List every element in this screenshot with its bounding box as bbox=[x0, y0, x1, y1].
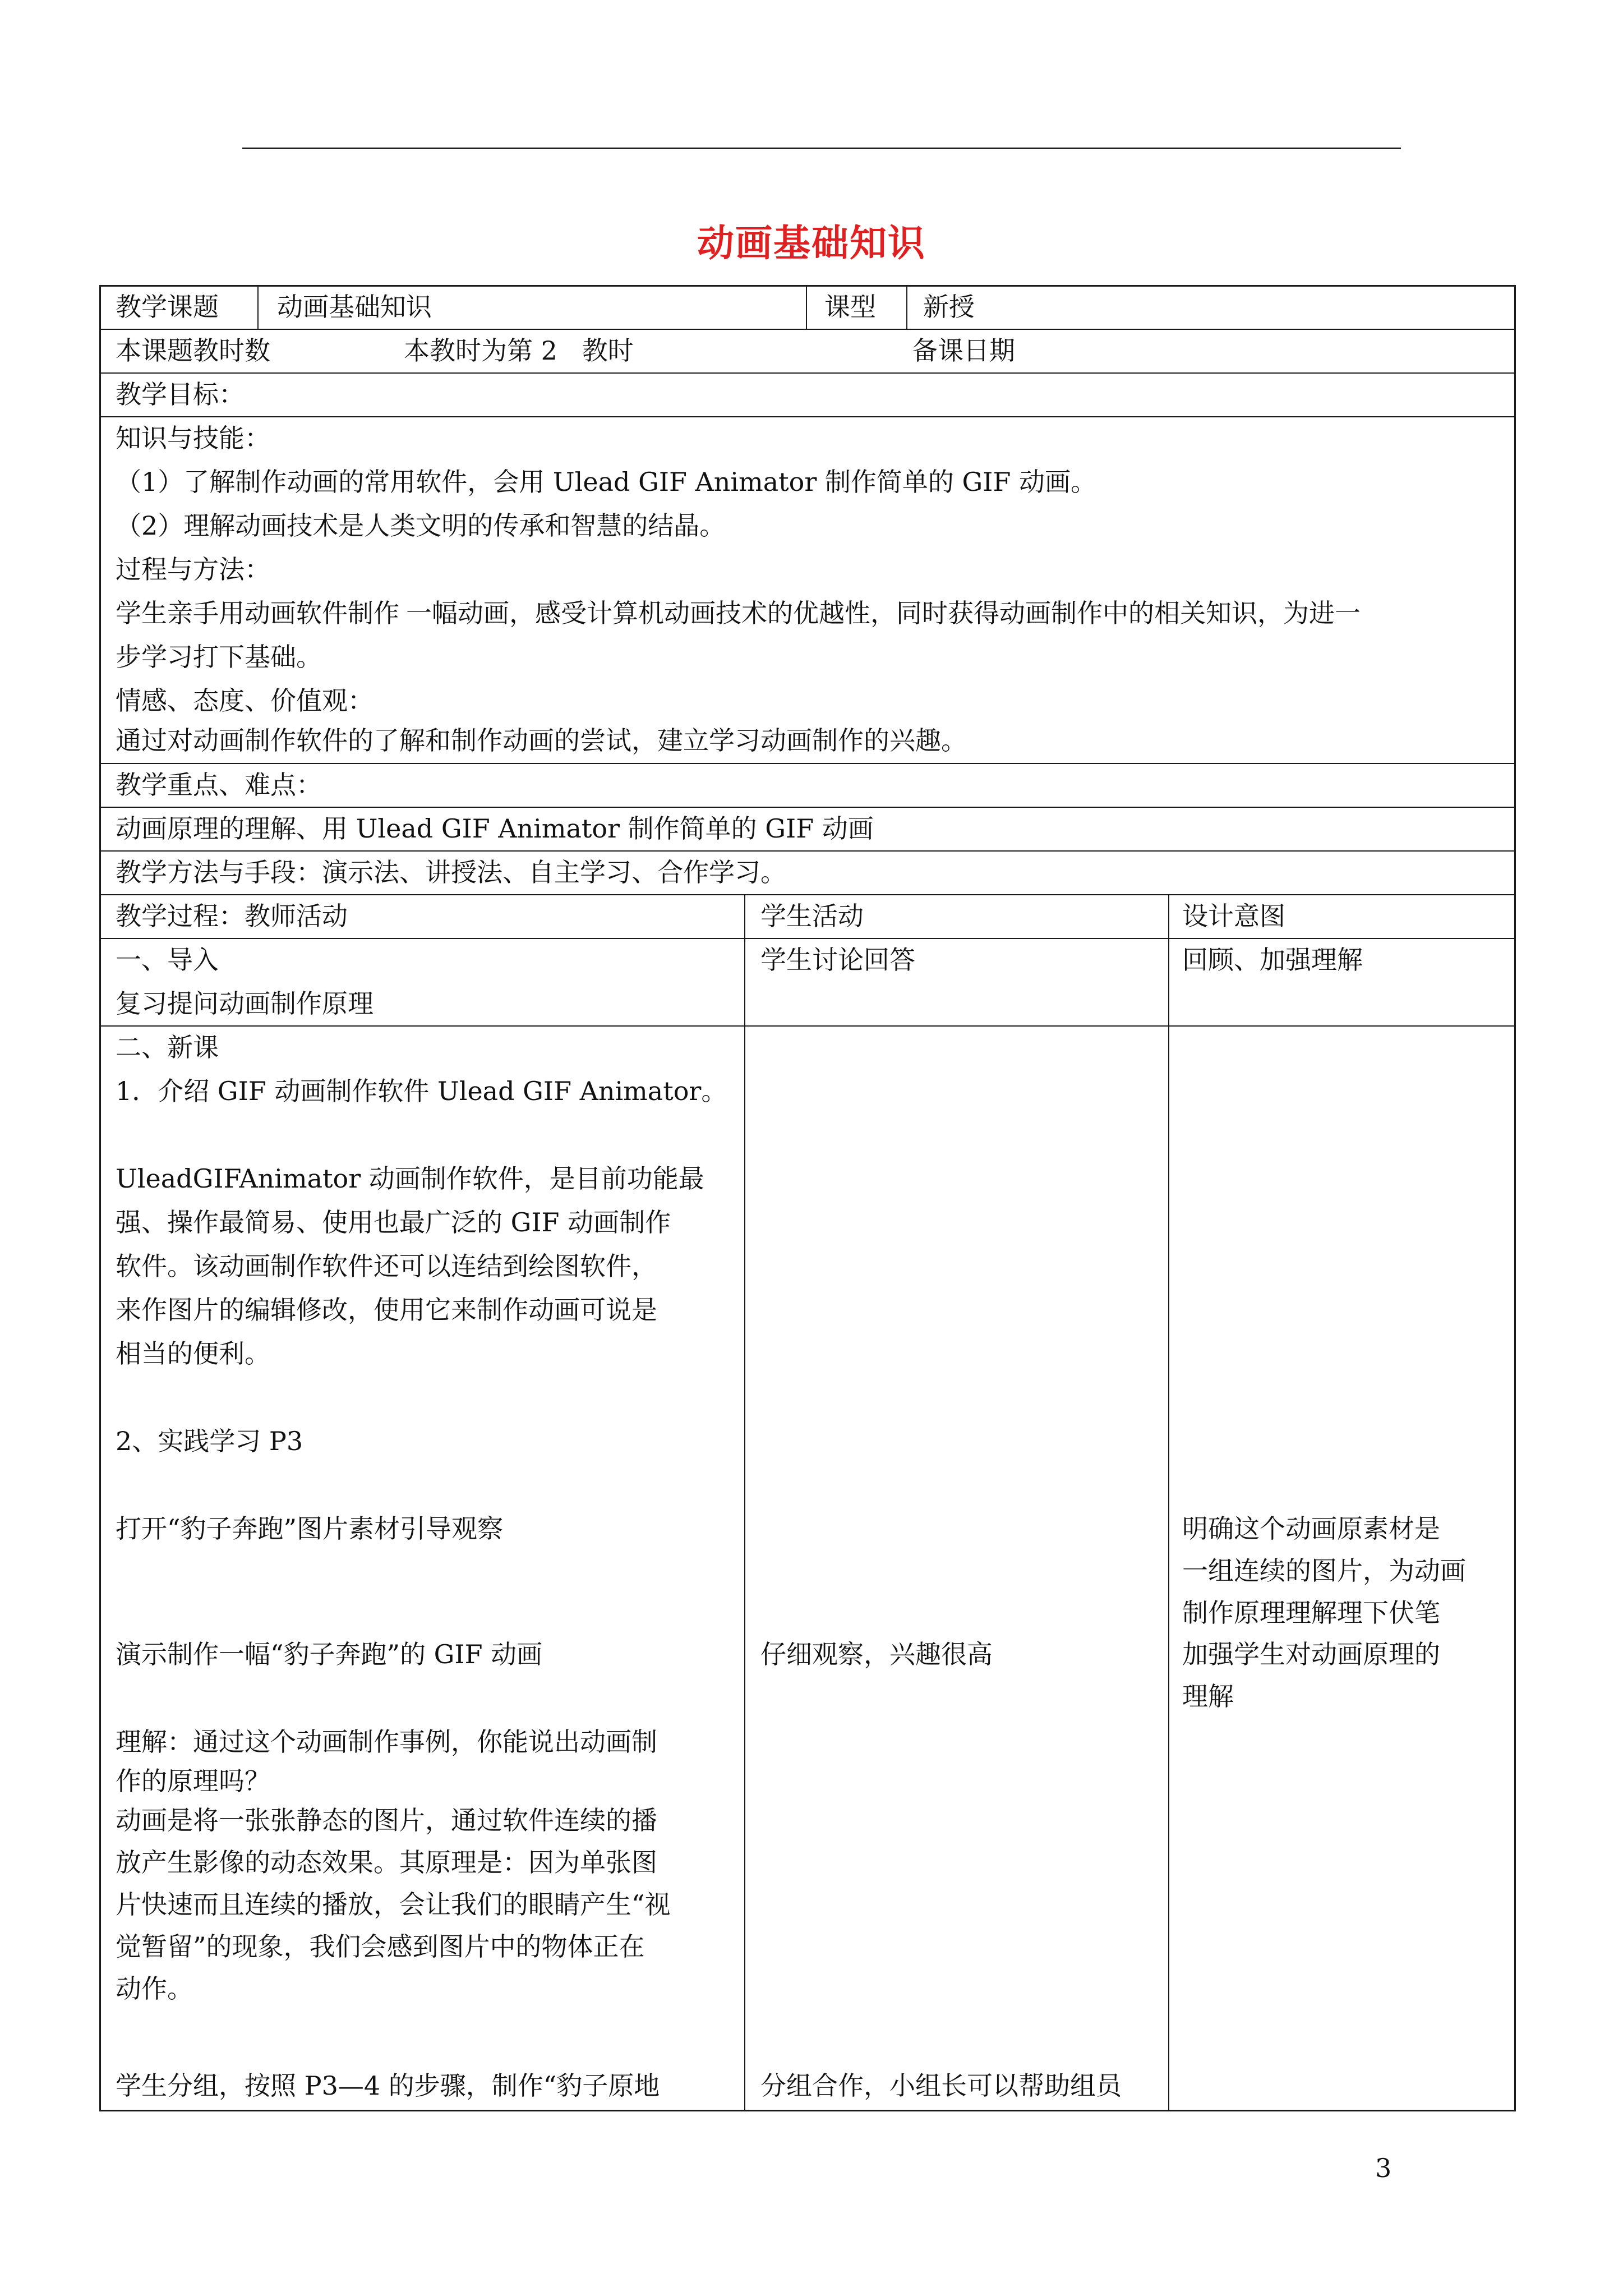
col-teacher-header: 教学过程：教师活动 bbox=[116, 901, 348, 931]
col-student-header: 学生活动 bbox=[760, 901, 864, 931]
objectives-heading: 教学目标： bbox=[116, 379, 245, 409]
group-task-text: 学生分组，按照 P3—4 的步骤，制作“豹子原地 bbox=[116, 2070, 660, 2101]
intro-student-text: 学生讨论回答 bbox=[760, 945, 915, 975]
design-intent-line-2: 一组连续的图片，为动画 bbox=[1182, 1556, 1466, 1586]
row-divider bbox=[99, 1025, 1516, 1027]
topic-label: 教学课题 bbox=[116, 292, 219, 322]
new-lesson-heading: 二、新课 bbox=[116, 1032, 219, 1062]
knowledge-heading: 知识与技能： bbox=[116, 423, 270, 453]
page-number: 3 bbox=[1375, 2153, 1392, 2183]
question-line-2: 作的原理吗？ bbox=[116, 1766, 270, 1796]
knowledge-item-2: （2）理解动画技术是人类文明的传承和智慧的结晶。 bbox=[116, 510, 726, 541]
process-text-line-1: 学生亲手用动画软件制作 一幅动画，感受计算机动画技术的优越性，同时获得动画制作中的相关知识，为进一 bbox=[116, 598, 1361, 628]
software-desc-line-2: 强、操作最简易、使用也最广泛的 GIF 动画制作 bbox=[116, 1207, 671, 1237]
row-divider bbox=[99, 329, 1516, 330]
lesson-type-label: 课型 bbox=[824, 292, 876, 322]
answer-line-4: 觉暂留”的现象，我们会感到图片中的物体正在 bbox=[116, 1931, 645, 1962]
design-intent-line-5: 理解 bbox=[1182, 1681, 1234, 1711]
current-hour-label: 本教时为第 2 教时 bbox=[404, 335, 634, 366]
col-design-header: 设计意图 bbox=[1182, 901, 1285, 931]
answer-line-3: 片快速而且连续的播放，会让我们的眼睛产生“视 bbox=[116, 1889, 671, 1920]
methods-text: 教学方法与手段：演示法、讲授法、自主学习、合作学习。 bbox=[116, 857, 786, 887]
open-material-text: 打开“豹子奔跑”图片素材引导观察 bbox=[116, 1513, 504, 1544]
student-group-text: 分组合作，小组长可以帮助组员 bbox=[760, 2070, 1122, 2101]
software-desc-line-3: 软件。该动画制作软件还可以连结到绘图软件， bbox=[116, 1251, 657, 1281]
process-heading: 过程与方法： bbox=[116, 554, 270, 585]
col-divider bbox=[1168, 894, 1169, 2111]
topic-value: 动画基础知识 bbox=[277, 292, 432, 322]
col-divider bbox=[806, 285, 807, 329]
student-observe-text: 仔细观察，兴趣很高 bbox=[760, 1639, 993, 1669]
knowledge-item-1: （1）了解制作动画的常用软件，会用 Ulead GIF Animator 制作简单的 GIF 动画。 bbox=[116, 467, 1097, 497]
answer-line-5: 动作。 bbox=[116, 1973, 193, 2004]
software-desc-line-1: UleadGIFAnimator 动画制作软件，是目前功能最 bbox=[116, 1163, 704, 1194]
software-desc-line-5: 相当的便利。 bbox=[116, 1338, 270, 1369]
attitude-heading: 情感、态度、价值观： bbox=[116, 685, 374, 716]
key-points-heading: 教学重点、难点： bbox=[116, 770, 322, 800]
total-hours-label: 本课题教时数 bbox=[116, 335, 270, 366]
lesson-type-value: 新授 bbox=[923, 292, 975, 322]
answer-line-2: 放产生影像的动态效果。其原理是：因为单张图 bbox=[116, 1847, 657, 1878]
answer-line-1: 动画是将一张张静态的图片，通过软件连续的播 bbox=[116, 1805, 657, 1835]
header-rule bbox=[242, 148, 1401, 149]
intro-heading: 一、导入 bbox=[116, 945, 219, 975]
row-divider bbox=[99, 416, 1516, 417]
attitude-text: 通过对动画制作软件的了解和制作动画的尝试，建立学习动画制作的兴趣。 bbox=[116, 725, 967, 756]
demo-text: 演示制作一幅“豹子奔跑”的 GIF 动画 bbox=[116, 1639, 543, 1669]
question-line-1: 理解：通过这个动画制作事例，你能说出动画制 bbox=[116, 1727, 657, 1757]
row-divider bbox=[99, 372, 1516, 374]
design-intent-line-1: 明确这个动画原素材是 bbox=[1182, 1513, 1440, 1544]
design-intent-line-4: 加强学生对动画原理的 bbox=[1182, 1639, 1440, 1669]
software-desc-line-4: 来作图片的编辑修改，使用它来制作动画可说是 bbox=[116, 1295, 657, 1325]
col-divider bbox=[744, 894, 745, 2111]
col-divider bbox=[906, 285, 907, 329]
practice-heading: 2、实践学习 P3 bbox=[116, 1426, 303, 1456]
document-title: 动画基础知识 bbox=[697, 222, 926, 265]
key-points-text: 动画原理的理解、用 Ulead GIF Animator 制作简单的 GIF 动画 bbox=[116, 813, 874, 844]
prep-date-label: 备课日期 bbox=[912, 335, 1015, 366]
process-text-line-2: 步学习打下基础。 bbox=[116, 642, 322, 672]
design-intent-line-3: 制作原理理解理下伏笔 bbox=[1182, 1598, 1440, 1628]
new-lesson-item-1: 1．介绍 GIF 动画制作软件 Ulead GIF Animator。 bbox=[116, 1076, 727, 1106]
intro-design-text: 回顾、加强理解 bbox=[1182, 945, 1363, 975]
col-divider bbox=[257, 285, 259, 329]
intro-teacher-text: 复习提问动画制作原理 bbox=[116, 988, 374, 1019]
